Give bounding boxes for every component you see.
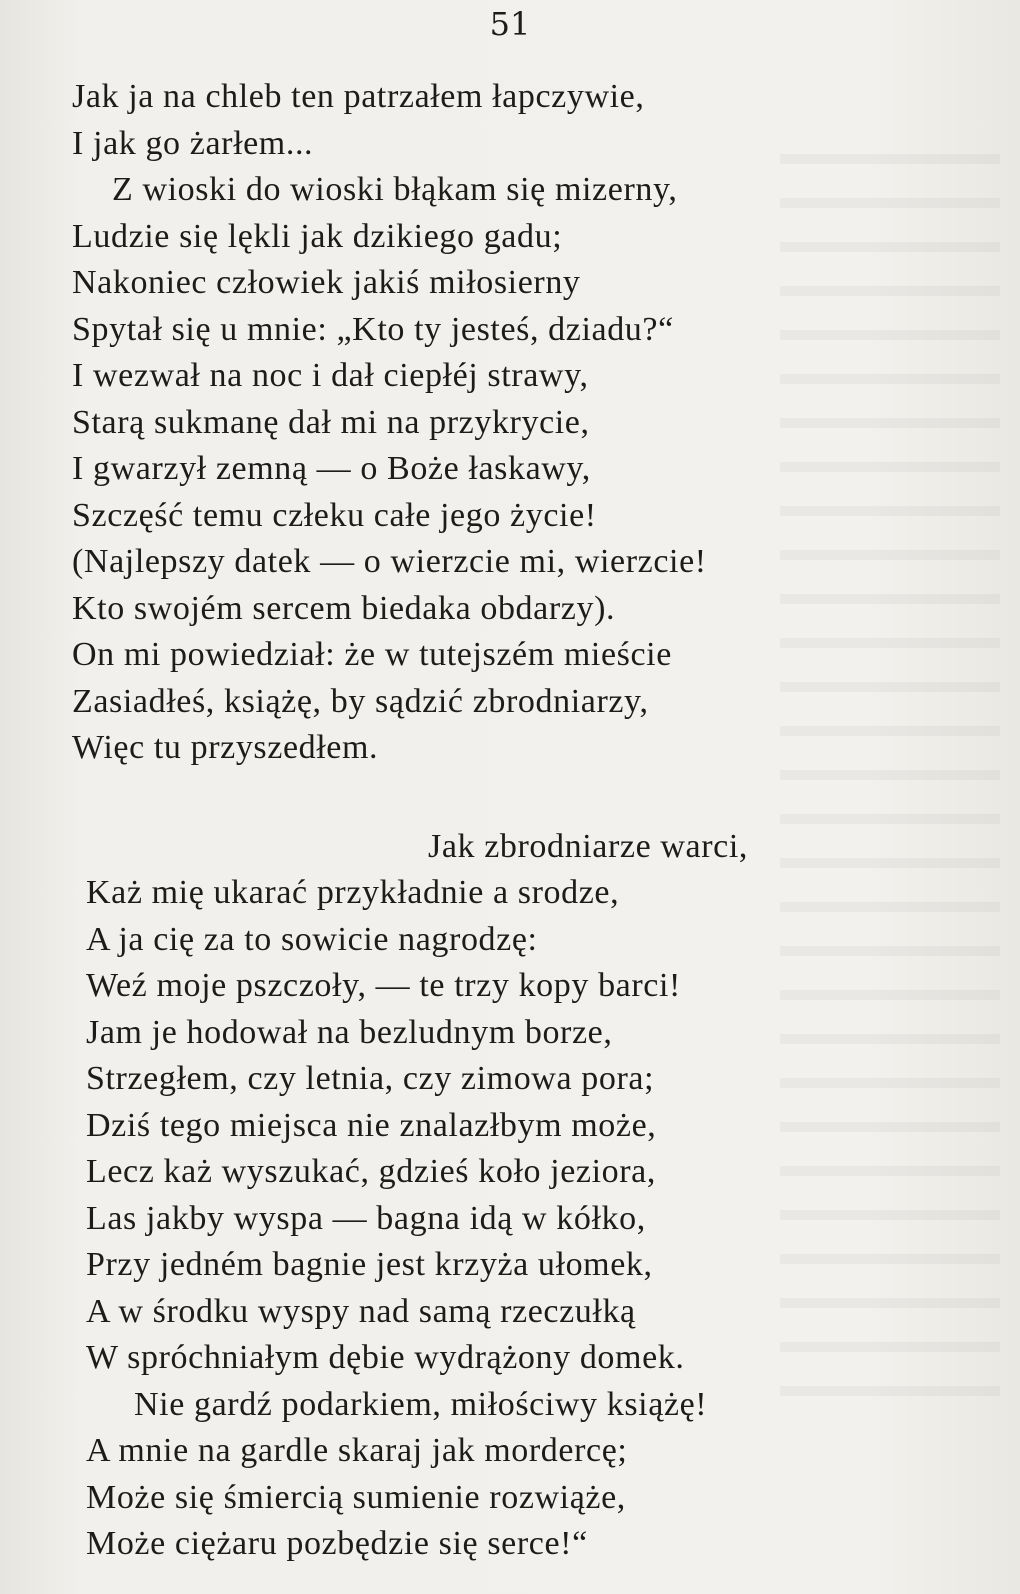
poem-line: I wezwał na noc i dał ciepłéj strawy, [72, 357, 589, 394]
stanza-2 [72, 824, 812, 1568]
poem-line: Szczęść temu człeku całe jego życie! [72, 496, 597, 534]
poem-line: Z wioski do wioski błąkam się mizerny, [112, 171, 678, 208]
poem-line: I gwarzył zemną — o Boże łaskawy, [72, 450, 591, 487]
poem-line: A w środku wyspy nad samą rzeczułką [86, 1292, 636, 1330]
poem-line: Może ciężaru pozbędzie się serce!“ [86, 1525, 588, 1562]
poem-line: Jak ja na chleb ten patrzałem łapczywie, [72, 78, 645, 115]
poem-line: Może się śmiercią sumienie rozwiąże, [86, 1478, 626, 1516]
poem-line: Jak zbrodniarze warci, [428, 827, 748, 865]
poem-line: W spróchniałym dębie wydrążony domek. [86, 1339, 685, 1376]
poem-line: (Najlepszy datek — o wierzcie mi, wierzcie! [72, 543, 707, 580]
poem-line: Kto swojém sercem biedaka obdarzy). [72, 589, 616, 627]
poem-line: Jam je hodował na bezludnym borze, [86, 1013, 613, 1051]
stanza-gap [72, 772, 812, 824]
poem-line: I jak go żarłem... [72, 124, 314, 162]
poem-line: Zasiadłeś, książę, by sądzić zbrodniarzy, [72, 682, 649, 720]
poem-line: Dziś tego miejsca nie znalazłbym może, [86, 1106, 657, 1144]
poem-line: Każ mię ukarać przykładnie a srodze, [86, 874, 620, 911]
poem-line: A ja cię za to sowicie nagrodzę: [86, 920, 538, 958]
poem-line: Lecz każ wyszukać, gdzieś koło jeziora, [86, 1153, 656, 1190]
poem-line: A mnie na gardle skaraj jak mordercę; [86, 1432, 628, 1469]
poem-line: Spytał się u mnie: „Kto ty jesteś, dziadu?“ [72, 310, 674, 348]
poem-line: Weź moje pszczoły, — te trzy kopy barci! [86, 967, 681, 1004]
poem-line: Strzegłem, czy letnia, czy zimowa pora; [86, 1060, 655, 1097]
show-through-text [780, 120, 1000, 1420]
page-number: 51 [489, 5, 531, 43]
poem-text [72, 74, 812, 1568]
poem-line: Więc tu przyszedłem. [72, 729, 379, 766]
poem-line: On mi powiedział: że w tutejszém mieście [72, 636, 672, 673]
poem-line: Nie gardź podarkiem, miłościwy książę! [134, 1385, 708, 1423]
poem-line: Nakoniec człowiek jakiś miłosierny [72, 264, 581, 301]
poem-line: Las jakby wyspa — bagna idą w kółko, [86, 1199, 646, 1237]
poem-line: Starą sukmanę dał mi na przykrycie, [72, 403, 590, 441]
poem-line: Przy jedném bagnie jest krzyża ułomek, [86, 1246, 653, 1283]
stanza-1 [72, 74, 812, 772]
poem-line: Ludzie się lękli jak dzikiego gadu; [72, 217, 563, 255]
